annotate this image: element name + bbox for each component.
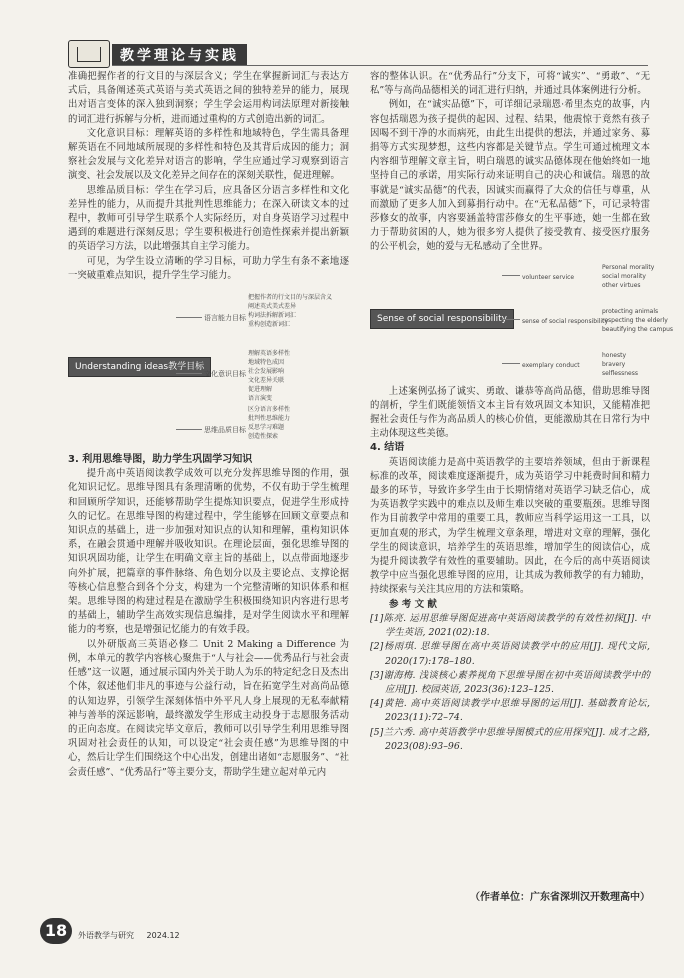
paragraph: 文化意识目标：理解英语的多样性和地域特色，学生需具备理解英语在不同地域所展现的多样性和特色及其背后成因的能力；洞察社会发展与文化差异对语言的影响，学生应通过学习观察到语言演变、社会发展以及文化差异之间存在的深刻关联性，促进理解。 bbox=[68, 127, 349, 182]
mindmap-leaf: honesty bbox=[602, 351, 626, 359]
page-header bbox=[68, 40, 648, 66]
paragraph: 提升高中英语阅读教学成效可以充分发挥思维导图的作用，强化知识记忆。思维导图具有条理清晰的优势，不仅有助于学生梳理和回顾所学知识，还能够帮助学生提炼知识要点，促进学生形成持久的记忆。在思维导图的构建过程中，学生能够在回顾文章要点和知识点的基础上，进一步加强对知识点的认知和理解，重构知识体系，在融会贯通中理解并吸收知识。在理论层面，强化思维导图的知识巩固功能，让学生在明确文章主旨的基础上，以点带面地逐步向外扩展，把篇章的事件脉络、角色划分以及主要论点、支撑论据等核心信息整合到各个分支，构建为一个完整清晰的知识体系和框架。思维导图的构建过程是在激励学生积极围绕知识内容进行思考的基础上，辅助学生高效实现信息编排，是对学生阅读水平和理解能力的考察，也是增强记忆能力的有效手段。 bbox=[68, 468, 349, 636]
mindmap-branch: 文化意识目标 bbox=[204, 370, 246, 379]
mindmap-leaf: 文化差异关联 bbox=[248, 377, 285, 385]
mindmap-leaf: 创造性探索 bbox=[248, 433, 279, 441]
mindmap-leaf: 语言演变 bbox=[248, 395, 273, 403]
mindmap-branch: 思维品质目标 bbox=[204, 426, 246, 435]
paragraph: 上述案例弘扬了诚实、勇敢、谦恭等高尚品德，借助思维导图的剖析，学生们既能领悟文本主旨有效巩固文本知识，又能精准把握社会责任与作为高品质人的核心价值，更能激励其在日常行为中主动体现这些美德。 bbox=[370, 385, 650, 440]
page-number: 18 bbox=[40, 918, 72, 944]
paragraph: 英语阅读能力是高中英语教学的主要培养领域，但由于新课程标准的改革，阅读难度逐渐提升，成为英语学习中耗费时间和精力最多的环节，导致许多学生由于长期情绪对英语学习缺乏信心，成为英语教学实践中的难点以及师生难以突破的重要瓶颈。思维导图作为目前教学中常用的重要工具，教师应当科学运用这一工具，以更加直观的形式，为学生梳理文章条理，增进对文章的理解，强化学生的阅读意识，培养学生的英语思维，增加学生的阅读信心，成为提升阅读教学有效性的重要辅助。因此，在今后的高中英语阅读教学中应当强化思维导图的应用，让其成为教师教学的有力辅助，持续探索与关注其应用的方法和策略。 bbox=[370, 456, 650, 596]
reference-item: [1]陈亮. 运用思维导图促进高中英语阅读教学的有效性初探[J]. 中学生英语, 2021(02):18. bbox=[370, 612, 650, 639]
mindmap-leaf: 地域特色成因 bbox=[248, 359, 285, 367]
mindmap-connector bbox=[502, 275, 520, 276]
mindmap-leaf: bravery bbox=[602, 360, 626, 368]
author-affiliation: （作者单位：广东省深圳汉开数理高中） bbox=[470, 892, 650, 903]
mindmap-root: Sense of social responsibility bbox=[370, 309, 514, 329]
mindmap-leaf: 阐述英式美式差异 bbox=[248, 303, 297, 311]
mindmap-leaf: selflessness bbox=[602, 369, 638, 377]
journal-info bbox=[78, 930, 190, 941]
mindmap-leaf: protecting animals bbox=[602, 307, 659, 315]
header-rule bbox=[112, 65, 648, 66]
mindmap-leaf: 社会发展影响 bbox=[248, 368, 285, 376]
mindmap-leaf: 反思学习难题 bbox=[248, 424, 285, 432]
mindmap-connector bbox=[502, 363, 520, 364]
mindmap-teaching-goals bbox=[68, 289, 349, 447]
mindmap-root: Understanding ideas教学目标 bbox=[68, 357, 211, 377]
mindmap-connector bbox=[176, 429, 202, 430]
mindmap-connector bbox=[502, 319, 520, 320]
reference-item: [4]黄艳. 高中英语阅读教学中思维导图的运用[J]. 基础教育论坛, 2023(11):72–74. bbox=[370, 698, 650, 724]
paragraph: 例如，在“诚实品德”下，可详细记录瑞恩·希里杰克的故事，内容包括瑞恩为孩子提供的起因、过程、结果，他震惊于竟然有孩子因喝不到干净的水而病死，由此生出提供的想法，并通过家务、募捐等方式实现梦想，这些内容都是关键节点。学生可通过梳理文本内容细节理解文章主旨，明白瑞恩的诚实品德体现在他始终如一地坚持自己的承诺，用实际行动来证明自己的决心和诚信。瑞恩的故事就是“诚实品德”的代表，因诚实而赢得了大众的信任与尊重，从而激励了更多人加入到募捐行动中。在“无私品德”下，可记录特雷莎修女的故事，内容要涵盖特雷莎修女的生平事迹，她一生都在致力于帮助贫困的人，她为很多穷人提供了接受教育、接受医疗服务的公平机会，她的爱与无私感动了全世界。 bbox=[370, 99, 650, 253]
paragraph: 以外研版高三英语必修二 Unit 2 Making a Difference 为例，本单元的教学内容核心聚焦于“人与社会——优秀品行与社会责任感”这一议题，通过展示国内外关于助人为乐的特定纪念日及杰出个体，叙述他们非凡的事迹与公益行动，旨在拓宽学生对高尚品德的认知边界，引领学生深刻体悟中外平凡人身上展现的无私奉献精神与善举的深远影响，最终激发学生形成主动投身于志愿服务活动的正向态度。在阅读完毕文章后，教师可以引导学生利用思维导图巩固对社会责任的认知，可以设定“社会责任感”为思维导图的中心，然后让学生们围绕这个中心出发，创建出诸如“志愿服务”、“社会责任感”、“优秀品行”等主要分支，帮助学生建立起对单元内 bbox=[68, 638, 349, 778]
book-logo-icon bbox=[68, 40, 110, 68]
section-heading-3: 3. 利用思维导图，助力学生巩固学习知识 bbox=[68, 454, 253, 466]
mindmap-leaf: 重构创造新词汇 bbox=[248, 321, 291, 329]
paragraph: 容的整体认识。在“优秀品行”分支下，可将“诚实”、“勇敢”、“无私”等与高尚品德相关的词汇进行归纳，并通过具体案例进行分析。 bbox=[370, 71, 650, 97]
reference-item: [5]兰六秀. 高中英语教学中思维导图模式的应用探究[J]. 成才之路, 2023(08):93–96. bbox=[370, 726, 650, 752]
section-banner: 教学理论与实践 bbox=[112, 44, 247, 66]
mindmap-branch: 语言能力目标 bbox=[204, 314, 246, 323]
journal-name: 外语教学与研究 bbox=[78, 931, 134, 940]
right-column bbox=[370, 70, 674, 754]
mindmap-leaf: beautifying the campus bbox=[602, 325, 674, 333]
reference-item: [2]杨雨琪. 思维导图在高中英语阅读教学中的应用[J]. 现代文际, 2020(17):178–180. bbox=[370, 641, 650, 667]
mindmap-leaf: 理解英语多样性 bbox=[248, 350, 291, 358]
left-column bbox=[68, 70, 349, 780]
mindmap-leaf: social morality bbox=[602, 272, 646, 280]
mindmap-branch: sense of social responsibility bbox=[522, 317, 608, 325]
references-list bbox=[370, 612, 650, 754]
section-heading-4: 4. 结语 bbox=[370, 442, 405, 454]
mindmap-leaf: 区分语言多样性 bbox=[248, 406, 291, 414]
mindmap-social-responsibility bbox=[370, 261, 674, 379]
page-footer bbox=[40, 918, 200, 948]
paragraph: 可见，为学生设立清晰的学习目标，可助力学生有条不紊地逐一突破重难点知识，提升学生学习能力。 bbox=[68, 255, 349, 281]
mindmap-leaf: 批判性思维能力 bbox=[248, 415, 291, 423]
mindmap-connector bbox=[176, 373, 202, 374]
mindmap-leaf: 把握作者的行文目的与深层含义 bbox=[248, 294, 333, 302]
mindmap-leaf: 促进理解 bbox=[248, 386, 273, 394]
mindmap-branch: exemplary conduct bbox=[522, 361, 580, 369]
reference-item: [3]谢海梅. 浅谈核心素养视角下思维导图在初中英语阅读教学中的应用[J]. 校园英语, 2023(36):123–125. bbox=[370, 669, 650, 695]
mindmap-connector bbox=[176, 317, 202, 318]
mindmap-leaf: respecting the elderly bbox=[602, 316, 668, 324]
paragraph: 思维品质目标：学生在学习后，应具备区分语言多样性和文化差异性的能力，从而提升其批判性思维能力；在深入研读文本的过程中，教师可引导学生联系个人实际经历，对自身英语学习过程中遇到的难题进行深刻反思；学生要积极进行创造性探索并提出新颖的英语学习方法，以此增强其自主学习能力。 bbox=[68, 184, 349, 253]
mindmap-leaf: 构词法拆解新词汇 bbox=[248, 312, 297, 320]
mindmap-branch: volunteer service bbox=[522, 273, 575, 281]
journal-issue: 2024.12 bbox=[146, 931, 180, 940]
mindmap-leaf: other virtues bbox=[602, 281, 641, 289]
mindmap-leaf: Personal morality bbox=[602, 263, 655, 271]
paragraph: 准确把握作者的行文目的与深层含义；学生在掌握新词汇与表达方式后，具备阐述英式英语与美式英语之间的独特差异的能力，展现出对语言变体的深入独到洞察；学生学会运用构词法原理对新接触的词汇进行拆解与分析，进而通过重构的方式创造出新的词汇。 bbox=[68, 71, 349, 125]
references-title: 参 考 文 献 bbox=[389, 598, 437, 610]
